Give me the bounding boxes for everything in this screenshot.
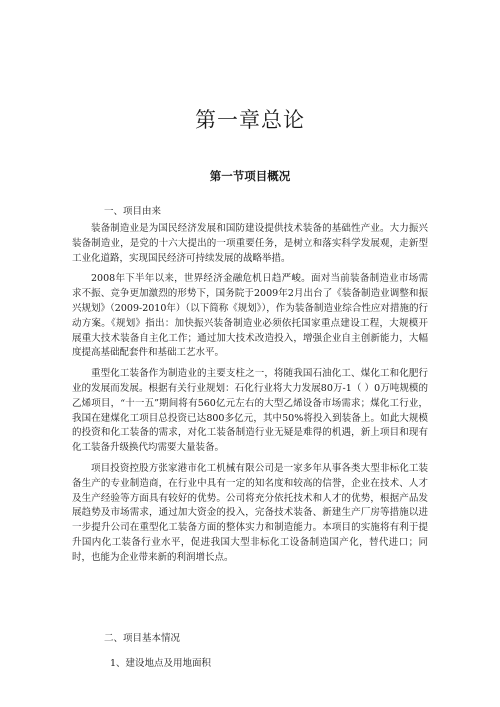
paragraph-3: 重型化工装备作为制造业的主要支柱之一，将随我国石油化工、煤化工和化肥行业的发展而发展。根据有关行业规划：石化行业将大力发展80万-1（ ）0万吨规模的乙烯项目，“十一五”期间将有560亿元左右的大型乙烯设备市场需求；煤化工行业，我国在建煤化工项目总投资已达800多亿元，其中50%将投入到装备上。如此大规模的投资和化工装备的需求，对化工装备制造行业无疑是难得的机遇，新上项目和现有化工装备升级换代均需要大量装备。: [72, 368, 428, 454]
section-title: 第一节项目概况: [209, 169, 291, 183]
paragraph-4: 项目投资控股方张家港市化工机械有限公司是一家多年从事各类大型非标化工装备生产的专业制造商，在行业中具有一定的知名度和较高的信誉，企业在技术、人才及生产经验等方面具有较好的优势。公司将充分依托技术和人才的优势，根据产品发展趋势及市场需求，通过加大资金的投入，完备技术装备、新建生产厂房等措施以进一步提升公司在重型化工装备方面的整体实力和制造能力。本项目的实施将有利于提升国内化工装备行业水平，促进我国大型非标化工设备制造国产化，替代进口；同时，也能为企业带来新的利润增长点。: [72, 462, 428, 563]
chapter-title: 第一章总论: [195, 108, 305, 132]
body-text: [72, 222, 428, 572]
subheading-site-area: 1、建设地点及用地面积: [110, 658, 212, 669]
heading-project-basics: 二、项目基本情况: [104, 633, 181, 644]
paragraph-2: 2008年下半年以来，世界经济金融危机日趋严峻。面对当前装备制造业市场需求不振、竞争更加激烈的形势下，国务院于2009年2月出台了《装备制造业调整和振兴规划》（2009-2010年）（以下简称《规划》），作为装备制造业综合性应对措施的行动方案。《规划》指出：加快振兴装备制造业必须依托国家重点建设工程，大规模开展重大技术装备自主化工作；通过加大技术改造投入，增强企业自主创新能力，大幅度提高基础配套件和基础工艺水平。: [72, 273, 428, 359]
heading-project-origin: 一、项目由来: [104, 206, 162, 217]
paragraph-1: 装备制造业是为国民经济发展和国防建设提供技术装备的基础性产业。大力振兴装备制造业，是党的十六大提出的一项重要任务，是树立和落实科学发展观，走新型工业化道路，实现国民经济可持续发展的战略举措。: [72, 223, 428, 264]
